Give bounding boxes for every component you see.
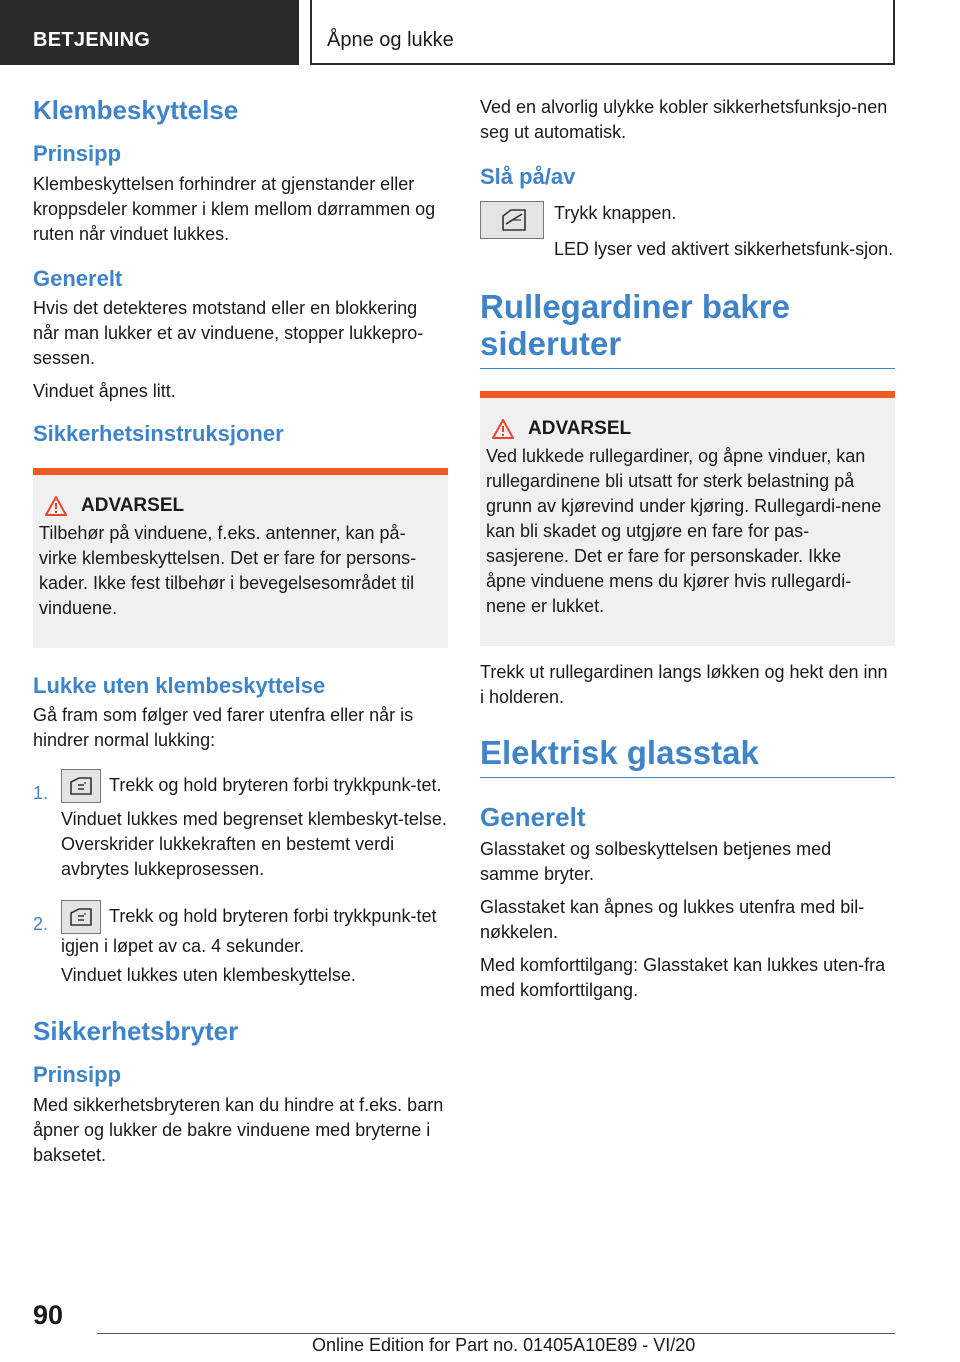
heading-lukke-uten-klembeskyttelse: Lukke uten klembeskyttelse	[33, 672, 326, 698]
warning-box	[33, 468, 448, 648]
warning-box-rullegardiner	[480, 391, 895, 646]
warning-text: Ved lukkede rullegardiner, og åpne vinduer, kan rullegardinene bli utsatt for sterk belastning på grunn av kjørevind under kjøring. Rullegardi-nene kan bli skadet og utgjøre en fare for pas-sasjerene. Det er fare for personskader. Ikke åpne vinduene mens du kjører hvis rullegardi-nene er lukket.	[486, 445, 882, 616]
paragraph-generelt-1: Hvis det detekteres motstand eller en blokkering når man lukker et av vinduene, stopper lukkepro-sessen.	[33, 298, 424, 369]
header-section-label: BETJENING	[33, 29, 151, 51]
paragraph-lukke: Gå fram som følger ved farer utenfra eller når is hindrer normal lukking:	[33, 705, 414, 751]
header-section-tab	[0, 0, 299, 65]
footer-edition: Online Edition for Part no. 01405A10E89 - VI/20	[312, 1335, 696, 1355]
footer-divider	[97, 1333, 895, 1334]
left-column	[33, 95, 448, 1176]
window-switch-icon	[61, 769, 101, 803]
heading-generelt-glasstak: Generelt	[480, 801, 586, 832]
warning-text: Tilbehør på vinduene, f.eks. antenner, kan på-virke klembeskyttelsen. Det er fare for persons-kader. Ikke fest tilbehør i bevegelsesområdet til vinduene.	[39, 522, 417, 618]
header-title: Åpne og lukke	[327, 29, 454, 51]
paragraph-generelt-2: Vinduet åpnes litt.	[33, 381, 176, 402]
heading-slaa-paa-av: Slå på/av	[480, 164, 576, 189]
step-subtext: Vinduet lukkes med begrenset klembeskyt-telse. Overskrider lukkekraften en bestemt verdi avbrytes lukkeprosessen.	[61, 809, 447, 880]
paragraph-trykk: Trykk knappen.	[554, 202, 677, 223]
heading-sikkerhetsinstruksjoner: Sikkerhetsinstruksjoner	[33, 421, 284, 447]
warning-triangle-icon	[45, 496, 67, 516]
paragraph-prinsipp-2: Med sikkerhetsbryteren kan du hindre at f.eks. barn åpner og lukker de bakre vinduene med bryterne i baksetet.	[33, 1094, 444, 1165]
step-number: 2.	[33, 914, 49, 935]
heading-elektrisk-glasstak: Elektrisk glasstak	[480, 734, 895, 778]
step-subtext: Vinduet lukkes uten klembeskyttelse.	[61, 965, 356, 986]
safety-switch-row	[480, 201, 895, 239]
paragraph-glasstak-3: Med komforttilgang: Glasstaket kan lukkes uten-fra med komforttilgang.	[480, 954, 886, 1000]
paragraph-alvorlig: Ved en alvorlig ulykke kobler sikkerhetsfunksjo-nen seg ut automatisk.	[480, 97, 888, 142]
warning-title: ADVARSEL	[528, 417, 632, 439]
paragraph-glasstak-1: Glasstaket og solbeskyttelsen betjenes med samme bryter.	[480, 838, 832, 884]
warning-title: ADVARSEL	[81, 494, 185, 516]
safety-switch-icon	[480, 201, 544, 239]
heading-rullegardiner: Rullegardiner bakre sideruter	[480, 288, 895, 369]
list-item-step-1	[33, 769, 448, 890]
step-text: Trekk og hold bryteren forbi trykkpunk-tet igjen i løpet av ca. 4 sekunder.	[61, 905, 437, 957]
heading-prinsipp: Prinsipp	[33, 141, 122, 167]
list-item-step-2	[33, 900, 448, 996]
right-column	[480, 95, 895, 1011]
step-text: Trekk og hold bryteren forbi trykkpunk-tet.	[109, 774, 442, 795]
header-title-box	[310, 0, 895, 65]
heading-prinsipp-2: Prinsipp	[33, 1062, 122, 1088]
paragraph-led: LED lyser ved aktivert sikkerhetsfunk-sjon.	[554, 238, 894, 259]
paragraph-prinsipp: Klembeskyttelsen forhindrer at gjenstander eller kroppsdeler kommer i klem mellom dørrammen og ruten når vinduet lukkes.	[33, 173, 436, 244]
page-number: 90	[33, 1300, 64, 1330]
heading-klembeskyttelse: Klembeskyttelse	[33, 95, 239, 125]
heading-generelt: Generelt	[33, 265, 123, 291]
warning-triangle-icon	[492, 419, 514, 439]
window-switch-icon	[61, 900, 101, 934]
step-number: 1.	[33, 783, 49, 804]
heading-sikkerhetsbryter: Sikkerhetsbryter	[33, 1016, 239, 1047]
paragraph-trekk-ut: Trekk ut rullegardinen langs løkken og hekt den inn i holderen.	[480, 661, 888, 707]
paragraph-glasstak-2: Glasstaket kan åpnes og lukkes utenfra med bil-nøkkelen.	[480, 896, 865, 942]
